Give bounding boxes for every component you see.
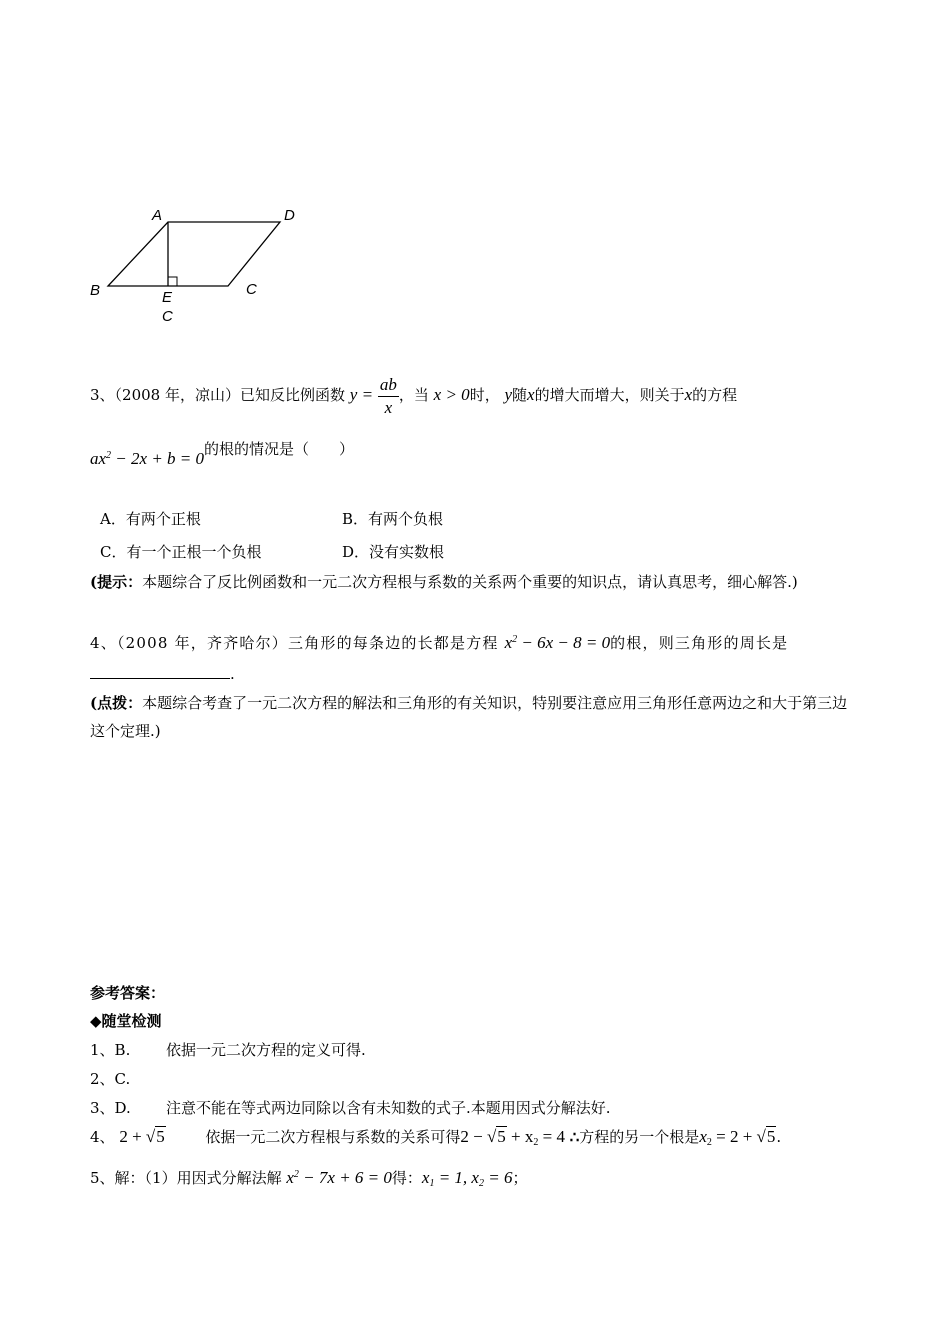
answer-1: [90, 1039, 366, 1060]
a5-eq-b: − 7x + 6 = 0: [298, 1168, 392, 1187]
q3-hint: [90, 568, 860, 596]
a4-therefore: ∴: [569, 1128, 580, 1146]
a4-val-rad: 5: [156, 1127, 165, 1146]
a4-eq-rad: 5: [497, 1127, 506, 1146]
label-c-right: C: [246, 281, 257, 298]
a4-equation: $2 - √5 + x_2 = 4$: [460, 1127, 565, 1148]
q3-option-b: B．有两个负根: [342, 510, 444, 528]
q3-frac-den: x: [384, 397, 393, 417]
a5-text-a: （1）用因式分解法解: [144, 1169, 282, 1187]
question-3-line2: [90, 440, 355, 469]
a4-eq-c: = 4: [538, 1127, 565, 1146]
a5-res-c: = 6: [483, 1168, 513, 1187]
a5-res-a: x: [421, 1168, 430, 1187]
a4-text-b: 方程的另一个根是: [579, 1128, 700, 1146]
q4-eq-b: − 6x − 8 = 0: [517, 633, 611, 652]
a4-res-sub: 2: [706, 1137, 712, 1148]
parallelogram-outline: [108, 222, 280, 286]
q3-option-a: A．有两个正根: [100, 510, 201, 528]
a5-res-sub1: 1: [429, 1178, 435, 1189]
a5-num: 5、解：: [90, 1169, 145, 1187]
answers-section: ◆随堂检测: [90, 1012, 162, 1030]
answer-2: [90, 1068, 130, 1089]
a5-equation: [286, 1168, 392, 1187]
q3-option-d: D．没有实数根: [342, 543, 445, 561]
a4-res-a: x: [699, 1127, 707, 1146]
q4-eq-exp: 2: [512, 634, 518, 645]
q3-text-c: 时，: [469, 386, 500, 404]
a4-text-a: 依据一元二次方程根与系数的关系可得: [205, 1128, 461, 1146]
label-d: D: [284, 207, 295, 224]
q4-end: .: [230, 665, 235, 683]
a2-num: 2、C.: [90, 1070, 131, 1088]
a1-num: 1、B.: [90, 1041, 131, 1059]
q3-fraction: [378, 374, 399, 419]
a1-text: 依据一元二次方程的定义可得.: [166, 1041, 366, 1059]
a4-eq-b: + x: [506, 1127, 534, 1146]
question-4-line2: [90, 664, 235, 683]
label-c-below: C: [162, 308, 173, 325]
q3-hint-text: 本题综合了反比例函数和一元二次方程根与系数的关系两个重要的知识点，请认真思考，细心解答.): [142, 573, 798, 591]
q3-text-g: 的根的情况是（ ）: [204, 440, 355, 458]
q4-hint-text: 本题综合考查了一元二次方程的解法和三角形的有关知识，特别要注意应用三角形任意两边之和大于第三边这个定理.): [90, 694, 848, 740]
q4-hint-label: (点拨：: [90, 694, 143, 712]
q4-source: （2008 年，齐齐哈尔）: [116, 634, 288, 652]
a5-res-b: = 1, x: [434, 1168, 479, 1187]
q4-equation: [505, 633, 611, 652]
q4-text-b: 的根，则三角形的周长是: [610, 634, 789, 652]
q3-frac-num: ab: [378, 374, 399, 397]
q4-eq-a: x: [504, 633, 513, 652]
a5-text-b: 得：: [391, 1169, 422, 1187]
a4-result: $x_2 = 2 + √5$: [699, 1127, 776, 1148]
a3-text: 注意不能在等式两边同除以含有未知数的式子.本题用因式分解法好.: [166, 1099, 611, 1117]
a4-res-rad: 5: [766, 1127, 776, 1146]
a4-eq-a: 2 −: [460, 1127, 487, 1146]
q3-text-f: 的方程: [692, 386, 738, 404]
q3-var-y: y: [504, 385, 513, 404]
a3-num: 3、D.: [90, 1099, 131, 1117]
answer-3: [90, 1097, 611, 1118]
q3-eq-a: ax: [90, 449, 107, 468]
a4-eq-sub: 2: [533, 1137, 539, 1148]
q3-y-eq: y =: [349, 385, 374, 404]
q4-answer-blank[interactable]: [90, 664, 230, 679]
parallelogram-figure: [80, 200, 320, 330]
a4-value: 2 + √5: [119, 1127, 165, 1146]
a4-res-b: = 2 +: [711, 1127, 757, 1146]
a4-end: .: [776, 1128, 782, 1146]
label-e: E: [162, 289, 173, 306]
q3-text-a: 已知反比例函数: [240, 386, 346, 404]
a5-end: ；: [512, 1169, 528, 1187]
label-b: B: [90, 282, 101, 299]
q3-var-x2: x: [684, 385, 693, 404]
question-4-line1: [90, 632, 788, 653]
question-3-line1: [90, 372, 737, 419]
a5-result: [422, 1168, 513, 1187]
q3-option-c: C．有一个正根一个负根: [100, 543, 262, 561]
q3-text-d: 随: [512, 386, 528, 404]
q3-number: 3、: [90, 386, 115, 404]
q3-hint-label: (提示：: [90, 573, 143, 591]
a5-eq-exp: 2: [293, 1169, 299, 1180]
q4-text-a: 三角形的每条边的长都是方程: [288, 634, 499, 652]
q3-source: （2008 年，凉山）: [114, 386, 240, 404]
q3-eq-b: − 2x + b = 0: [111, 449, 205, 468]
right-angle-mark: [168, 277, 177, 286]
q3-equation: [90, 449, 204, 468]
q4-hint: [90, 689, 860, 745]
q3-text-e: 的增大而增大，则关于: [534, 386, 685, 404]
a4-num: 4、: [90, 1128, 115, 1146]
q3-eq-exp: 2: [106, 450, 112, 461]
q4-number: 4、: [90, 634, 117, 652]
q3-var-x1: x: [527, 385, 535, 404]
a5-res-sub2: 2: [478, 1178, 484, 1189]
label-a: A: [152, 207, 163, 224]
answer-5: [90, 1167, 527, 1188]
a4-val-a: 2 +: [119, 1127, 146, 1146]
answers-title: 参考答案：: [90, 984, 166, 1002]
answer-4: [90, 1126, 781, 1147]
a5-eq-a: x: [286, 1168, 294, 1187]
q3-cond: x > 0: [433, 385, 470, 404]
q3-text-b: ，当: [398, 386, 429, 404]
